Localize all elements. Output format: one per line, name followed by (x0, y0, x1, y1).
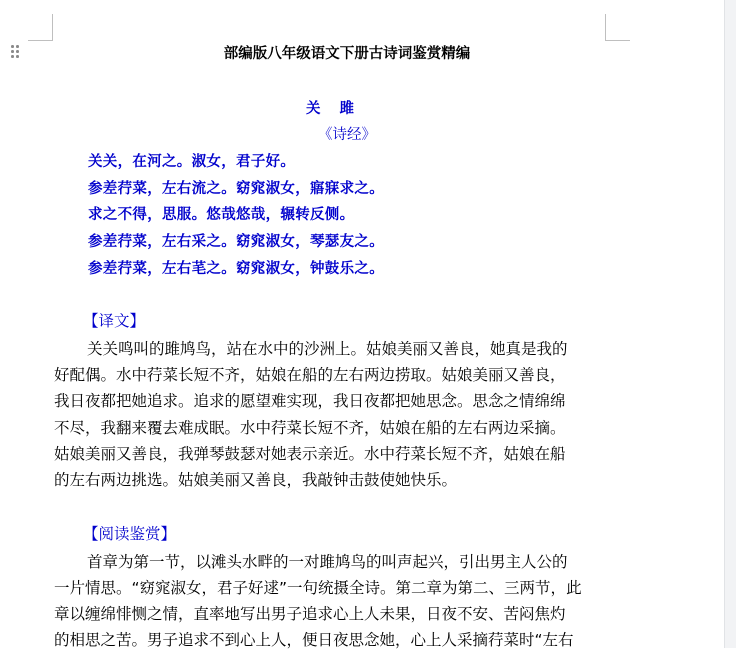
translation-line: 姑娘美丽又善良，我弹琴鼓瑟对她表示亲近。水中荇菜长短不齐，姑娘在船 (54, 445, 566, 463)
appreciation-line: 首章为第一节，以滩头水畔的一对雎鸠鸟的叫声起兴，引出男主人公的 (87, 553, 568, 571)
margin-mark-top-right-horizontal (605, 40, 630, 41)
translation-line: 的左右两边挑选。姑娘美丽又善良，我敲钟击鼓使她快乐。 (54, 471, 458, 489)
translation-line: 好配偶。水中荇菜长短不齐，姑娘在船的左右两边捞取。姑娘美丽又善良， (54, 366, 566, 384)
translation-heading: 【译文】 (83, 312, 146, 330)
poem-line: 关关，在河之。淑女，君子好。 (88, 154, 296, 170)
appreciation-line: 一片情思。“窈窕淑女，君子好逑”一句统摄全诗。第二章为第二、三两节，此 (54, 579, 582, 597)
translation-line: 我日夜都把她追求。追求的愿望难实现，我日夜都把她思念。思念之情绵绵 (54, 392, 566, 410)
translation-line: 不尽，我翻来覆去难成眠。水中荇菜长短不齐，姑娘在船的左右两边采摘。 (54, 419, 566, 437)
poem-line: 参差荇菜，左右流之。窈窕淑女，寤寐求之。 (88, 181, 384, 197)
document-title: 部编版八年级语文下册古诗词鉴赏精编 (223, 46, 471, 62)
poem-source: 《诗经》 (318, 127, 376, 143)
appreciation-line: 的相思之苦。男子追求不到心上人，便日夜思念她，心上人采摘荇菜时“左右 (54, 631, 574, 649)
appreciation-heading: 【阅读鉴赏】 (83, 525, 177, 543)
translation-line: 关关鸣叫的雎鸠鸟，站在水中的沙洲上。姑娘美丽又善良，她真是我的 (87, 340, 568, 358)
vertical-scrollbar[interactable] (724, 0, 736, 648)
poem-line: 参差荇菜，左右芼之。窈窕淑女，钟鼓乐之。 (88, 261, 384, 277)
poem-line: 参差荇菜，左右采之。窈窕淑女，琴瑟友之。 (88, 234, 384, 250)
margin-mark-top-right-vertical (605, 14, 606, 40)
margin-mark-top-left-horizontal (28, 40, 53, 41)
margin-mark-top-left-vertical (52, 14, 53, 40)
poem-line: 求之不得，思服。悠哉悠哉，辗转反侧。 (88, 207, 355, 223)
appreciation-line: 章以缠绵悱恻之情，直率地写出男子追求心上人未果，日夜不安、苦闷焦灼 (54, 605, 566, 623)
poem-title: 关 雎 (305, 101, 355, 117)
